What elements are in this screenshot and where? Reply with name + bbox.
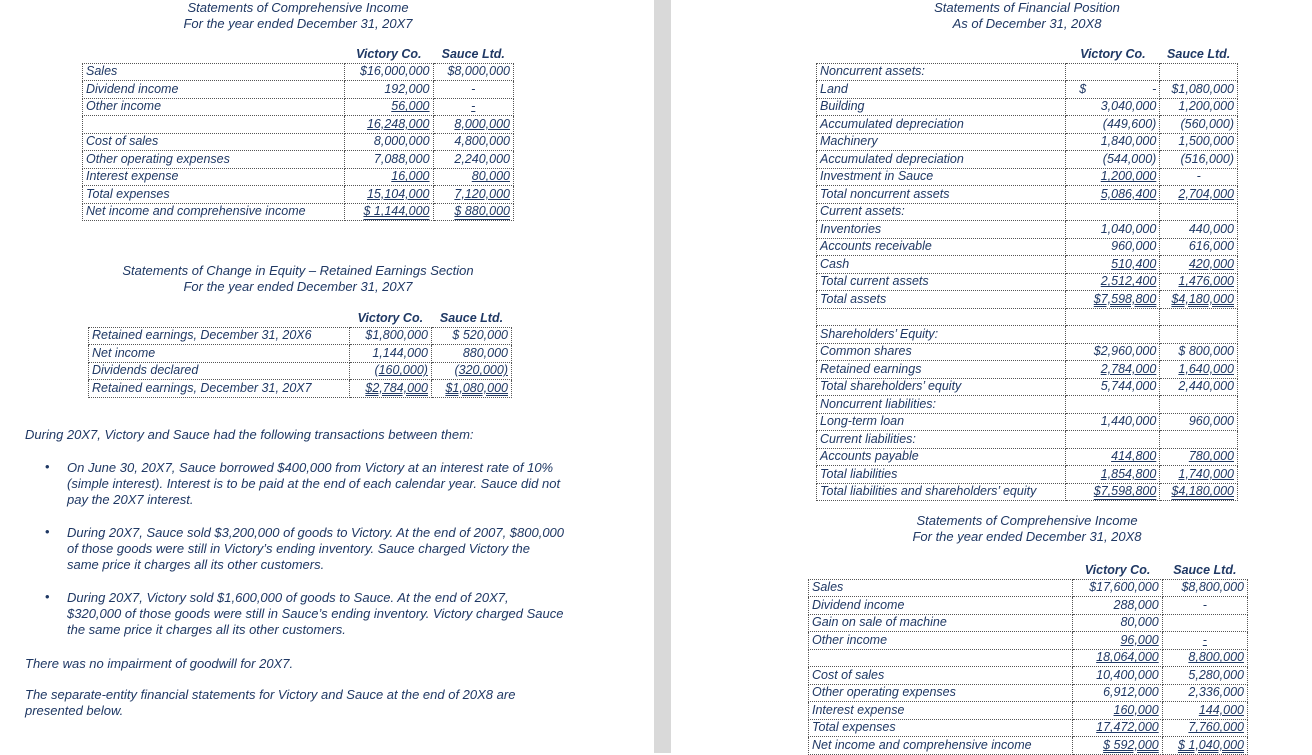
table-row: Building 3,040,000 1,200,000: [817, 98, 1238, 116]
col-sauce: Sauce Ltd.: [439, 310, 504, 325]
transactions-intro: During 20X7, Victory and Sauce had the following transactions between them:: [25, 427, 474, 442]
page-gutter: [654, 0, 671, 753]
table-row: Accumulated depreciation (544,000) (516,000): [817, 151, 1238, 169]
bullet-icon: •: [45, 589, 50, 604]
fp-20x8-table: [816, 46, 1238, 501]
spacer-row: [817, 308, 1238, 326]
table-row: Shareholders’ Equity:: [817, 326, 1238, 344]
table-row: Long-term loan 1,440,000 960,000: [817, 413, 1238, 431]
col-victory: Victory Co.: [356, 46, 422, 61]
re-20x7-subtitle: For the year ended December 31, 20X7: [183, 279, 413, 294]
table-row: Dividends declared (160,000) (320,000): [89, 362, 512, 380]
ci-20x7-title: Statements of Comprehensive Income: [187, 0, 409, 15]
ci-20x7-header: [98, 0, 498, 32]
table-row: Inventories 1,040,000 440,000: [817, 221, 1238, 239]
table-row: Accounts receivable 960,000 616,000: [817, 238, 1238, 256]
list-item: • During 20X7, Victory sold $1,600,000 of goods to Sauce. At the end of 20X7, $320,000 of those goods were still in Sauce’s ending inventory. Victory charged Sauce the same price it charges all its other customers.: [45, 589, 564, 637]
table-row: Noncurrent assets:: [817, 63, 1238, 81]
col-victory: Victory Co.: [1080, 46, 1146, 61]
ci-20x8-subtitle: For the year ended December 31, 20X8: [912, 529, 1142, 544]
table-row: Current liabilities:: [817, 431, 1238, 449]
table-row: Sales $16,000,000 $8,000,000: [83, 63, 514, 81]
table-row: Total liabilities 1,854,800 1,740,000: [817, 466, 1238, 484]
table-row: Retained earnings, December 31, 20X7 $2,784,000 $1,080,000: [89, 380, 512, 398]
transactions-list: [25, 460, 565, 655]
re-20x7-header: [78, 263, 518, 295]
table-row: 18,064,000 8,800,000: [809, 649, 1248, 667]
ci-20x8-header: [827, 513, 1227, 545]
table-row: Total expenses 15,104,000 7,120,000: [83, 186, 514, 204]
table-row: Sales $17,600,000 $8,800,000: [809, 579, 1248, 597]
table-row: Dividend income 192,000 -: [83, 81, 514, 99]
col-victory: Victory Co.: [357, 310, 424, 325]
right-page: [671, 0, 1312, 753]
fp-20x8-subtitle: As of December 31, 20X8: [952, 16, 1102, 31]
table-row: Interest expense 160,000 144,000: [809, 702, 1248, 720]
table-row: Gain on sale of machine 80,000: [809, 614, 1248, 632]
fp-20x8-title: Statements of Financial Position: [934, 0, 1120, 15]
table-row: Total expenses 17,472,000 7,760,000: [809, 719, 1248, 737]
table-row: Other operating expenses 6,912,000 2,336,000: [809, 684, 1248, 702]
left-page: [0, 0, 654, 753]
fp-20x8-header: [827, 0, 1227, 32]
table-row: Net income and comprehensive income $ 592,000 $ 1,040,000: [809, 737, 1248, 755]
table-row: Total shareholders’ equity 5,744,000 2,440,000: [817, 378, 1238, 396]
table-row: Total current assets 2,512,400 1,476,000: [817, 273, 1238, 291]
table-row: Net income and comprehensive income $ 1,144,000 $ 880,000: [83, 203, 514, 221]
table-row: 16,248,000 8,000,000: [83, 116, 514, 134]
table-row: Accumulated depreciation (449,600) (560,000): [817, 116, 1238, 134]
table-row: Investment in Sauce 1,200,000 -: [817, 168, 1238, 186]
table-row: Other income 96,000 -: [809, 632, 1248, 650]
list-item: • During 20X7, Sauce sold $3,200,000 of goods to Victory. At the end of 2007, $800,000 of those goods were still in Victory’s ending inventory. Sauce charged Victory the same price it charges all its other customers.: [45, 524, 565, 572]
col-sauce: Sauce Ltd.: [441, 46, 505, 61]
list-item: • On June 30, 20X7, Sauce borrowed $400,000 from Victory at an interest rate of 10% (simple interest). Interest is to be paid at the end of each calendar year. Sauce did not pay the 20X7 interest.: [45, 459, 561, 507]
table-row: Current assets:: [817, 203, 1238, 221]
table-row: Interest expense 16,000 80,000: [83, 168, 514, 186]
col-victory: Victory Co.: [1084, 562, 1151, 577]
table-row: Other operating expenses 7,088,000 2,240,000: [83, 151, 514, 169]
table-row: Dividend income 288,000 -: [809, 597, 1248, 615]
table-row: Cost of sales 10,400,000 5,280,000: [809, 667, 1248, 685]
bullet-icon: •: [45, 524, 50, 539]
table-row: Total assets $7,598,800 $4,180,000: [817, 291, 1238, 309]
table-row: Retained earnings, December 31, 20X6 $1,800,000 $ 520,000: [89, 327, 512, 345]
ci-20x7-subtitle: For the year ended December 31, 20X7: [183, 16, 413, 31]
table-row: Total liabilities and shareholders’ equity $7,598,800 $4,180,000: [817, 483, 1238, 501]
table-row: Total noncurrent assets 5,086,400 2,704,000: [817, 186, 1238, 204]
re-20x7-table: [88, 310, 512, 398]
re-20x7-title: Statements of Change in Equity – Retained Earnings Section: [122, 263, 474, 278]
statements-note: The separate-entity financial statements for Victory and Sauce at the end of 20X8 are presented below.: [25, 687, 516, 718]
table-row: Land $ - $1,080,000: [817, 81, 1238, 99]
table-row: Other income 56,000 -: [83, 98, 514, 116]
col-sauce: Sauce Ltd.: [1173, 562, 1237, 577]
table-row: Noncurrent liabilities:: [817, 396, 1238, 414]
bullet-icon: •: [45, 459, 50, 474]
table-row: Retained earnings 2,784,000 1,640,000: [817, 361, 1238, 379]
col-sauce: Sauce Ltd.: [1167, 46, 1231, 61]
table-row: Net income 1,144,000 880,000: [89, 345, 512, 363]
table-row: Accounts payable 414,800 780,000: [817, 448, 1238, 466]
ci-20x8-table: [808, 562, 1248, 755]
table-row: Cash 510,400 420,000: [817, 256, 1238, 274]
goodwill-note: There was no impairment of goodwill for 20X7.: [25, 656, 294, 671]
ci-20x8-title: Statements of Comprehensive Income: [916, 513, 1138, 528]
table-row: Cost of sales 8,000,000 4,800,000: [83, 133, 514, 151]
table-row: Common shares $2,960,000 $ 800,000: [817, 343, 1238, 361]
table-row: Machinery 1,840,000 1,500,000: [817, 133, 1238, 151]
ci-20x7-table: [82, 46, 514, 221]
